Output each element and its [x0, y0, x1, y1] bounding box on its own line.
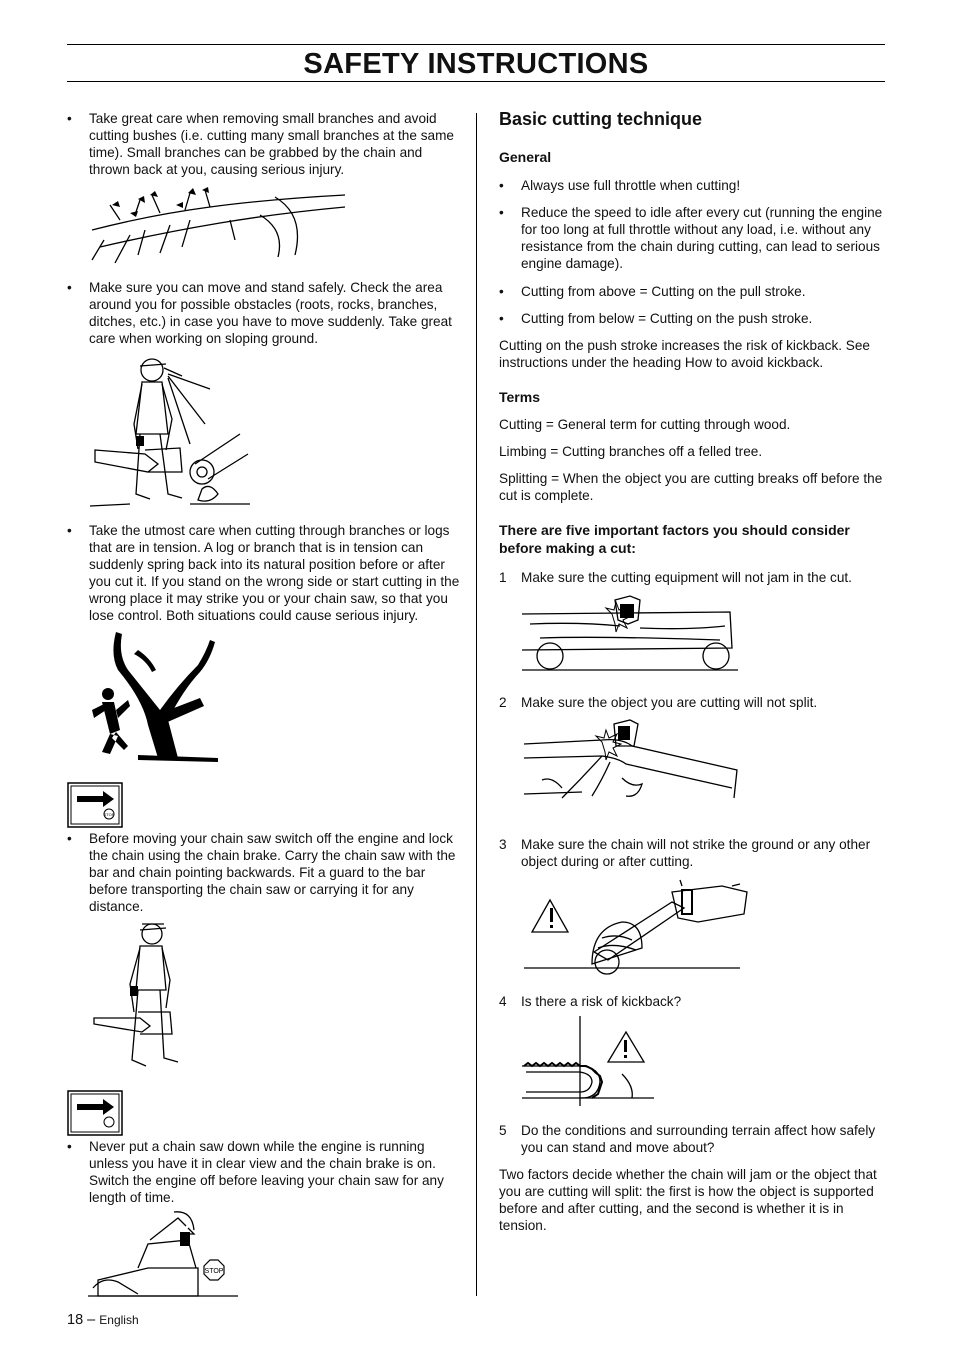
ground-strike-illustration [522, 878, 747, 973]
push-stroke-note: Cutting on the push stroke increases the risk of kickback. See instructions under the heading How to avoid kickback. [499, 338, 870, 370]
stop-sign-label: STOP [204, 1268, 224, 1275]
section-heading: Basic cutting technique [499, 109, 703, 129]
subheading-terms: Terms [499, 389, 540, 405]
header-rule-top [67, 44, 885, 45]
factor-text: Is there a risk of kickback? [521, 994, 682, 1009]
bullet-text: Never put a chain saw down while the engine is running unless you have it in clear view and the chain brake is on. Switch the engine off before leaving your chain saw for any length of time. [89, 1139, 444, 1205]
factor-number: 2 [499, 695, 507, 710]
general-item-text: Always use full throttle when cutting! [521, 178, 741, 193]
general-item-text: Reduce the speed to idle after every cut (running the engine for too long at full throttle without any load, i.e. without any resistance from the chain during cutting, can lead to serious engine damage). [521, 205, 883, 271]
bullet-text: Make sure you can move and stand safely. Check the area around you for possible obstacles (roots, rocks, branches, ditches, etc.) in case you have to move suddenly. Take great care when working on sloping ground. [89, 280, 452, 346]
bullet-text: Take the utmost care when cutting through branches or logs that are in tension. A log or branch that is in tension can suddenly spring back into its natural position before or after you cut it. If you stand on the wrong side or start cutting in the wrong place it may strike you or your chain saw, so that you lose control. Both situations could cause serious injury. [89, 523, 460, 623]
page-title: SAFETY INSTRUCTIONS [303, 48, 649, 80]
bullet-text: Before moving your chain saw switch off the engine and lock the chain using the chain brake. Carry the chain saw with the bar and chain pointing backwards. Fit a guard to the bar before transporting the chain saw or carrying it for any distance. [89, 831, 456, 914]
subheading-factors: There are five important factors you should consider before making a cut: [499, 522, 850, 556]
factor-text: Make sure the chain will not strike the ground or any other object during or after cutting. [521, 837, 871, 869]
header-rule-bottom [67, 81, 885, 82]
chain-brake-symbol-2 [67, 1090, 123, 1136]
footer-language: English [99, 1313, 139, 1327]
page-footer [67, 1312, 139, 1328]
kickback-zone-illustration [522, 1016, 657, 1106]
split-log-illustration [522, 718, 742, 803]
carrying-saw-illustration [90, 920, 190, 1072]
chain-brake-symbol-1 [67, 782, 123, 828]
factor-number: 1 [499, 570, 507, 585]
page-number: 18 [67, 1312, 84, 1328]
general-item-text: Cutting from above = Cutting on the pull stroke. [521, 284, 806, 299]
branch-illustration [90, 185, 350, 270]
bullet-text: Take great care when removing small branches and avoid cutting bushes (i.e. cutting many small branches at the same time). Small branches can be grabbed by the chain and thrown back at you, causing serious injury. [89, 111, 454, 177]
footer-dash: – [87, 1312, 96, 1328]
factor-text: Make sure the object you are cutting will not split. [521, 695, 818, 710]
tension-tree-illustration [88, 630, 218, 765]
saw-stop-illustration [88, 1210, 238, 1300]
column-divider [476, 113, 477, 1296]
stop-mini-label: STOP [103, 812, 115, 817]
general-item-text: Cutting from below = Cutting on the push stroke. [521, 311, 813, 326]
term-cutting: Cutting = General term for cutting through wood. [499, 417, 791, 432]
factor-text: Do the conditions and surrounding terrain affect how safely you can stand and move about? [521, 1123, 876, 1155]
term-splitting: Splitting = When the object you are cutting breaks off before the cut is complete. [499, 471, 883, 503]
factor-number: 5 [499, 1123, 507, 1138]
closing-paragraph: Two factors decide whether the chain will jam or the object that you are cutting will split: the first is how the object is supported before and after cutting, and the second is whether it is in tension. [499, 1167, 877, 1233]
jam-log-illustration [520, 594, 740, 674]
factor-number: 4 [499, 994, 507, 1009]
term-limbing: Limbing = Cutting branches off a felled tree. [499, 444, 763, 459]
factor-text: Make sure the cutting equipment will not jam in the cut. [521, 570, 852, 585]
factor-number: 3 [499, 837, 507, 852]
operator-obstacle-illustration [90, 354, 255, 509]
subheading-general: General [499, 149, 552, 165]
